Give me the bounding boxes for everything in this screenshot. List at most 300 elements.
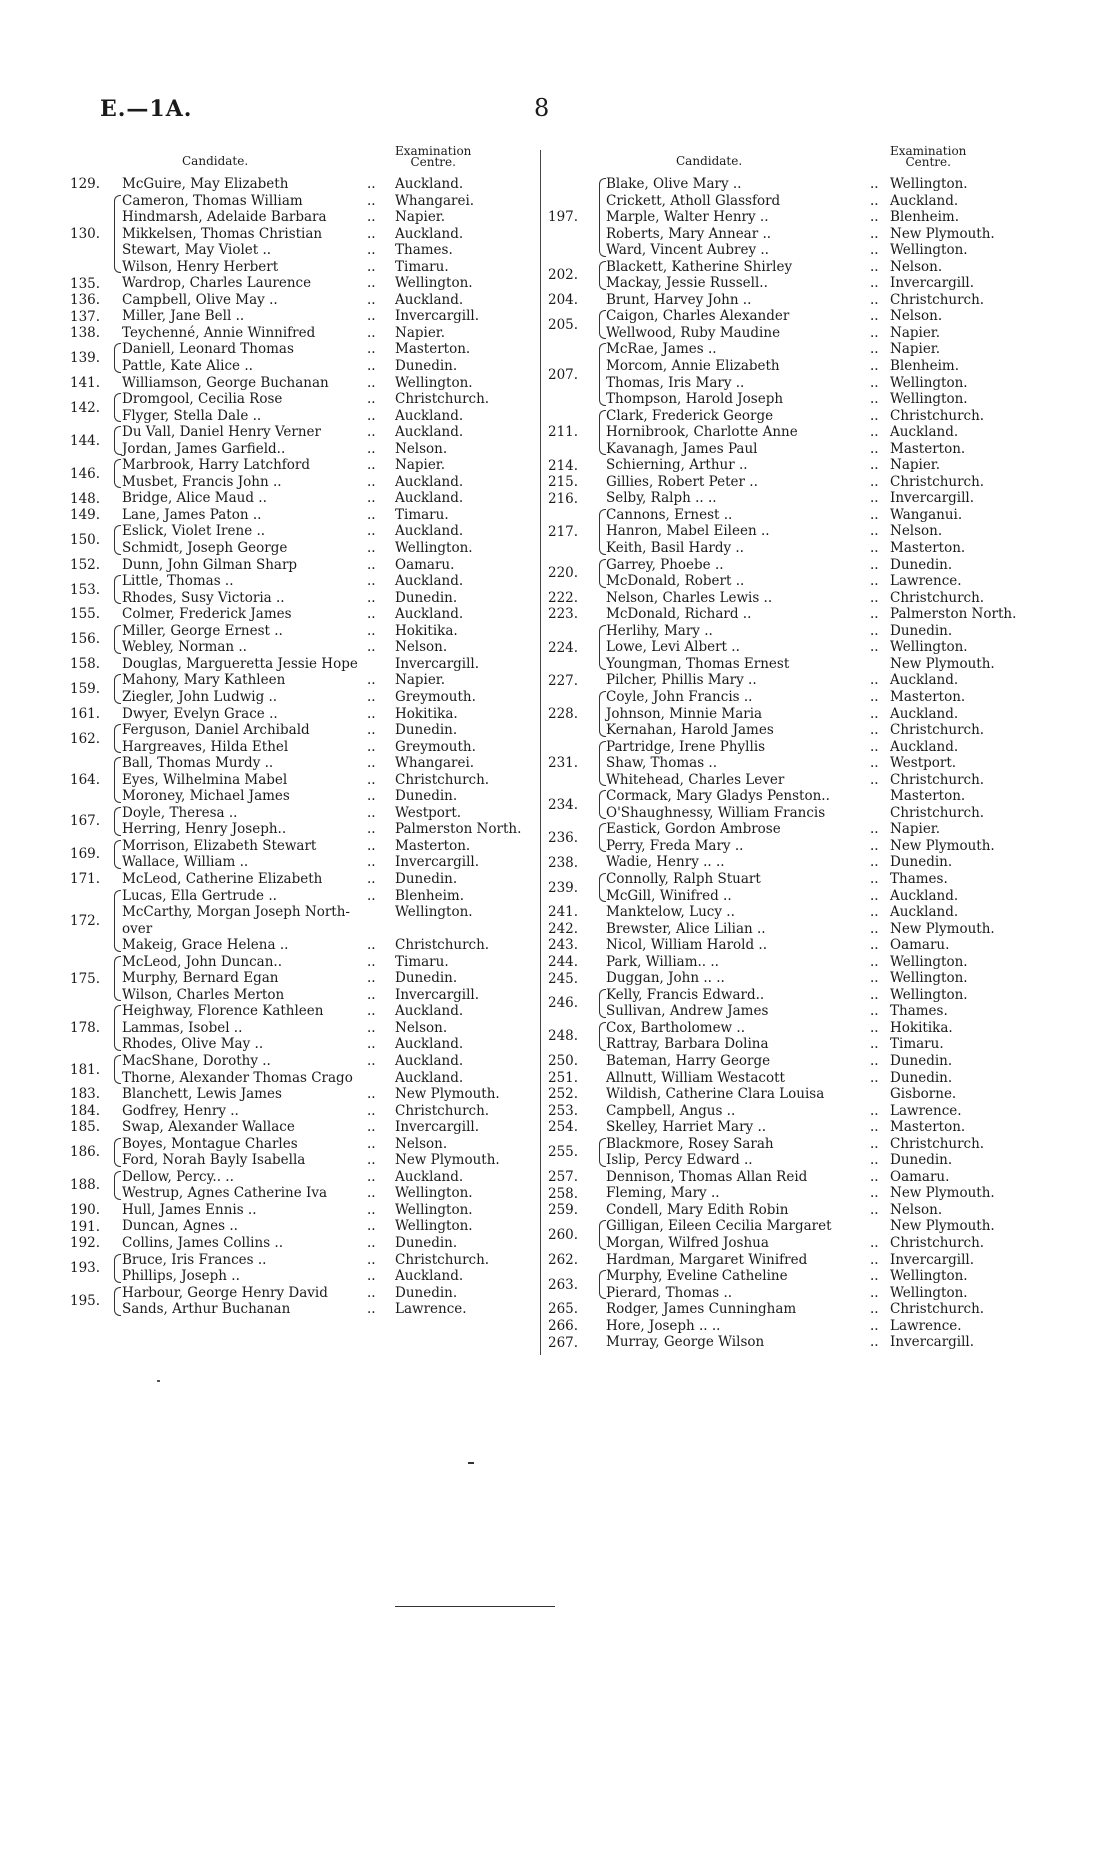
candidate-row [70, 639, 510, 656]
candidate-name: Campbell, Olive May .. [122, 291, 278, 308]
leader-dots: .. [870, 1135, 879, 1152]
examination-centre: Christchurch. [890, 407, 985, 424]
candidate-row [70, 391, 510, 408]
candidate-group [548, 1119, 998, 1136]
candidate-number: 202. [548, 267, 579, 284]
candidate-name: Blanchett, Lewis James [122, 1086, 282, 1103]
leader-dots: .. [367, 771, 376, 788]
candidate-number: 216. [548, 490, 579, 507]
candidate-number: 148. [70, 490, 101, 507]
candidate-name: Brunt, Harvey John .. [606, 291, 752, 308]
candidate-name: Morgan, Wilfred Joshua [606, 1235, 769, 1251]
candidate-row [548, 805, 998, 822]
examination-centre: Lawrence. [890, 1102, 962, 1119]
candidate-name: McGill, Winifred .. [606, 887, 732, 904]
leader-dots: .. [367, 556, 376, 573]
candidate-name: Colmer, Frederick James [122, 606, 292, 623]
candidate-number: 245. [548, 970, 579, 987]
examination-centre: Christchurch. [395, 771, 490, 788]
examination-centre: Auckland. [890, 738, 959, 755]
examination-centre: Blenheim. [395, 887, 465, 904]
candidate-row [548, 739, 998, 756]
candidate-number: 192. [70, 1235, 101, 1252]
candidate-name: Little, Thomas .. [122, 573, 234, 590]
candidate-number: 205. [548, 316, 579, 333]
examination-centre: Dunedin. [890, 622, 953, 639]
candidate-row [70, 921, 510, 938]
candidate-row [70, 937, 510, 954]
candidate-group [548, 474, 998, 491]
examination-centre: Auckland. [395, 1036, 464, 1053]
candidate-group [70, 573, 510, 606]
leader-dots: .. [870, 854, 879, 871]
candidate-group [70, 1086, 510, 1103]
leader-dots: .. [367, 1102, 376, 1119]
candidate-name: Boyes, Montague Charles [122, 1135, 298, 1152]
candidate-row [70, 259, 510, 276]
leader-dots: .. [367, 837, 376, 854]
examination-centre: Christchurch. [890, 291, 985, 308]
candidate-number: 207. [548, 366, 579, 383]
candidate-name: Murray, George Wilson [606, 1334, 765, 1351]
candidate-name: Crickett, Atholl Glassford [606, 192, 781, 209]
leader-dots: .. [367, 506, 376, 523]
page-number: 8 [534, 94, 550, 122]
candidate-name: Pattle, Kate Alice .. [122, 358, 253, 375]
candidate-row [70, 821, 522, 838]
candidate-number: 195. [70, 1293, 101, 1310]
leader-dots: .. [870, 1185, 879, 1202]
leader-dots: .. [870, 920, 879, 937]
leader-dots: .. [367, 1268, 376, 1285]
candidate-number: 253. [548, 1102, 579, 1119]
candidate-name: Kavanagh, James Paul [606, 440, 758, 457]
candidate-number: 214. [548, 457, 579, 474]
candidate-number: 130. [70, 225, 101, 242]
leader-dots: .. [870, 688, 879, 705]
candidate-name: Coyle, John Francis .. [606, 688, 753, 705]
candidate-row [548, 391, 998, 408]
examination-centre: Christchurch. [890, 722, 985, 739]
candidate-number: 248. [548, 1028, 579, 1045]
examination-centre: Dunedin. [890, 854, 953, 871]
candidate-row [70, 358, 510, 375]
candidate-name: Harbour, George Henry David [122, 1284, 328, 1301]
examination-centre: Lawrence. [890, 1317, 962, 1334]
examination-centre: Masterton. [890, 1119, 966, 1136]
examination-centre: Wellington. [395, 374, 473, 391]
candidate-name: Douglas, Margueretta Jessie Hope [122, 655, 358, 672]
candidate-group [70, 1119, 510, 1136]
leader-dots: .. [367, 1218, 376, 1235]
examination-centre: Invercargill. [890, 490, 975, 507]
candidate-name: Roberts, Mary Annear .. [606, 225, 772, 242]
examination-centre: Wellington. [890, 1268, 968, 1285]
examination-centre: Timaru. [395, 953, 449, 970]
candidate-name: Williamson, George Buchanan [122, 374, 329, 391]
candidate-heading: Candidate. [676, 154, 743, 168]
candidate-row [548, 507, 998, 524]
leader-dots: .. [367, 341, 376, 358]
candidate-number: 193. [70, 1260, 101, 1277]
candidate-row [548, 1218, 998, 1235]
candidate-group [548, 821, 998, 854]
candidate-number: 227. [548, 672, 579, 689]
examination-centre: Christchurch. [395, 1251, 490, 1268]
examination-centre: Invercargill. [395, 854, 480, 871]
candidate-number: 186. [70, 1144, 101, 1161]
candidate-number: 254. [548, 1119, 579, 1136]
candidate-name: Mackay, Jessie Russell.. [606, 275, 768, 292]
right-column [548, 140, 1017, 1351]
candidate-row [70, 1252, 510, 1269]
examination-centre: Nelson. [890, 1201, 943, 1218]
examination-centre: Greymouth. [395, 688, 476, 705]
examination-centre: Wellington. [890, 986, 968, 1003]
examination-centre: Timaru. [890, 1036, 944, 1053]
examination-centre: Masterton. [395, 837, 471, 854]
leader-dots: .. [870, 358, 879, 375]
candidate-row [548, 292, 998, 309]
candidate-name: McCarthy, Morgan Joseph North- [122, 904, 350, 921]
examination-centre: Oamaru. [890, 1168, 950, 1185]
leader-dots: .. [367, 1251, 376, 1268]
candidate-group [70, 1003, 510, 1053]
candidate-row [548, 226, 998, 243]
examination-centre: Auckland. [890, 887, 959, 904]
candidate-group [70, 838, 510, 871]
candidate-group [548, 259, 998, 292]
candidate-row [70, 193, 510, 210]
candidate-row [70, 325, 510, 342]
leader-dots: .. [367, 705, 376, 722]
examination-centre: Westport. [890, 755, 957, 772]
candidate-name: Schierning, Arthur .. [606, 457, 748, 474]
candidate-name: Sullivan, Andrew James [606, 1003, 769, 1020]
leader-dots: .. [367, 1168, 376, 1185]
candidate-name: Garrey, Phoebe .. [606, 556, 724, 573]
candidate-row [70, 1185, 510, 1202]
candidate-group [548, 854, 998, 871]
candidate-name: Phillips, Joseph .. [122, 1268, 240, 1285]
leader-dots: .. [870, 490, 879, 507]
examination-centre: Auckland. [395, 573, 464, 590]
candidate-number: 190. [70, 1202, 101, 1219]
leader-dots: .. [367, 1152, 376, 1169]
leader-dots: .. [367, 622, 376, 639]
leader-dots: .. [870, 887, 879, 904]
candidate-group [70, 523, 510, 556]
candidate-name: McDonald, Robert .. [606, 573, 745, 590]
examination-centre: Christchurch. [395, 391, 490, 408]
candidate-row [548, 193, 998, 210]
candidate-number: 156. [70, 631, 101, 648]
examination-centre: New Plymouth. [395, 1152, 500, 1169]
candidate-group [548, 1103, 998, 1120]
candidate-number: 250. [548, 1053, 579, 1070]
leader-dots: .. [367, 176, 376, 192]
examination-centre: Masterton. [395, 341, 471, 358]
candidate-name: Miller, George Ernest .. [122, 622, 283, 639]
candidate-row [548, 573, 998, 590]
candidate-name: Dunn, John Gilman Sharp [122, 556, 298, 573]
candidate-group [548, 507, 998, 557]
candidate-group [70, 1285, 510, 1318]
candidate-group [548, 788, 998, 821]
candidate-row [70, 1003, 510, 1020]
candidate-number: 159. [70, 680, 101, 697]
candidate-name: Perry, Freda Mary .. [606, 837, 744, 854]
candidate-name: Mahony, Mary Kathleen [122, 672, 286, 689]
end-rule-line [395, 1606, 555, 1607]
candidate-row [70, 888, 510, 905]
leader-dots: .. [367, 523, 376, 540]
candidate-name: Nelson, Charles Lewis .. [606, 589, 773, 606]
examination-centre: Nelson. [890, 308, 943, 325]
candidate-name: Keith, Basil Hardy .. [606, 540, 744, 557]
candidate-row [548, 457, 998, 474]
examination-centre: Whangarei. [395, 192, 475, 209]
candidate-row [548, 888, 998, 905]
candidate-number: 231. [548, 755, 579, 772]
leader-dots: .. [367, 391, 376, 408]
candidate-name: Wellwood, Ruby Maudine [606, 324, 781, 341]
examination-centre: Blenheim. [890, 358, 960, 375]
candidate-group [548, 457, 998, 474]
examination-centre: Palmerston North. [890, 606, 1017, 623]
candidate-name: Cox, Bartholomew .. [606, 1019, 745, 1036]
short-dash-mark [468, 1462, 474, 1464]
candidate-number: 139. [70, 350, 101, 367]
candidate-name: Caigon, Charles Alexander [606, 308, 790, 325]
candidate-row [548, 1235, 998, 1252]
candidate-name: Dennison, Thomas Allan Reid [606, 1168, 808, 1185]
candidate-group [548, 871, 998, 904]
candidate-group [548, 970, 998, 987]
candidate-group [548, 623, 998, 673]
leader-dots: .. [870, 953, 879, 970]
candidate-name: Moroney, Michael James [122, 788, 290, 805]
candidate-name: Eastick, Gordon Ambrose [606, 821, 781, 838]
leader-dots: .. [870, 391, 879, 408]
candidate-row [70, 772, 510, 789]
examination-centre: Napier. [395, 672, 446, 689]
examination-centre: Nelson. [890, 258, 943, 275]
candidate-group [548, 1070, 998, 1087]
leader-dots: .. [870, 1235, 879, 1251]
candidate-name: Cameron, Thomas William [122, 192, 303, 209]
candidate-group [70, 1218, 510, 1235]
candidate-name: Rodger, James Cunningham [606, 1301, 797, 1318]
candidate-row [548, 557, 998, 574]
leader-dots: .. [870, 540, 879, 557]
candidate-row [548, 590, 998, 607]
candidate-row [70, 788, 510, 805]
candidate-row [70, 954, 510, 971]
candidate-row [548, 788, 998, 805]
examination-centre: Masterton. [890, 688, 966, 705]
candidate-row [70, 308, 510, 325]
candidate-name: Ball, Thomas Murdy .. [122, 755, 274, 772]
leader-dots: .. [870, 473, 879, 490]
examination-centre: Whangarei. [395, 755, 475, 772]
candidate-row [548, 755, 998, 772]
candidate-row [70, 1020, 510, 1037]
candidate-name: Park, William.. .. [606, 953, 719, 970]
candidate-row [548, 623, 998, 640]
candidate-group [70, 1252, 510, 1285]
leader-dots: .. [367, 1086, 376, 1103]
candidate-row [70, 540, 510, 557]
candidate-row [548, 424, 998, 441]
examination-centre: Masterton. [890, 440, 966, 457]
candidate-row [548, 954, 998, 971]
candidate-row [70, 590, 510, 607]
leader-dots: .. [367, 291, 376, 308]
candidate-number: 222. [548, 589, 579, 606]
candidate-row [548, 375, 998, 392]
candidate-name: Makeig, Grace Helena .. [122, 937, 289, 954]
candidate-row [548, 490, 998, 507]
examination-centre: New Plymouth. [890, 225, 995, 242]
leader-dots: .. [367, 804, 376, 821]
candidate-name: Selby, Ralph .. .. [606, 490, 717, 507]
candidate-name: Kernahan, Harold James [606, 722, 774, 739]
candidate-row [548, 672, 998, 689]
candidate-name: Miller, Jane Bell .. [122, 308, 245, 325]
leader-dots: .. [367, 738, 376, 755]
leader-dots: .. [870, 904, 879, 921]
examination-centre: Blenheim. [890, 209, 960, 226]
candidate-row [548, 1202, 998, 1219]
candidate-number: 265. [548, 1301, 579, 1318]
candidate-name: Hindmarsh, Adelaide Barbara [122, 209, 327, 226]
candidate-row [548, 921, 998, 938]
candidate-number: 238. [548, 854, 579, 871]
candidate-row [548, 689, 998, 706]
examination-centre: Dunedin. [395, 1235, 458, 1251]
leader-dots: .. [367, 953, 376, 970]
candidate-name: Cannons, Ernest .. [606, 506, 733, 523]
candidate-number: 171. [70, 871, 101, 888]
candidate-name: Lowe, Levi Albert .. [606, 639, 740, 656]
candidate-name: Collins, James Collins .. [122, 1235, 283, 1251]
leader-dots: .. [870, 523, 879, 540]
leader-dots: .. [367, 589, 376, 606]
candidate-row [548, 1169, 998, 1186]
leader-dots: .. [870, 705, 879, 722]
leader-dots: .. [367, 358, 376, 375]
candidate-number: 135. [70, 275, 101, 292]
candidate-number: 149. [70, 507, 101, 524]
candidate-number: 142. [70, 399, 101, 416]
candidate-number: 267. [548, 1334, 579, 1351]
left-column-header [70, 140, 510, 176]
candidate-name: Hornibrook, Charlotte Anne [606, 424, 798, 441]
candidate-name: Daniell, Leonard Thomas [122, 341, 294, 358]
leader-dots: .. [367, 887, 376, 904]
candidate-number: 162. [70, 730, 101, 747]
candidate-row [70, 838, 510, 855]
leader-dots: .. [870, 506, 879, 523]
candidate-number: 223. [548, 606, 579, 623]
candidate-group [548, 308, 998, 341]
candidate-group [70, 176, 510, 193]
candidate-name: Morcom, Annie Elizabeth [606, 358, 780, 375]
candidate-row [70, 854, 510, 871]
candidate-row [70, 1285, 510, 1302]
document-section-code: E.—1A. [100, 96, 193, 122]
candidate-group [70, 292, 510, 309]
leader-dots: .. [870, 1003, 879, 1020]
candidate-group [548, 1053, 998, 1070]
examination-centre: Oamaru. [395, 556, 455, 573]
leader-dots: .. [367, 1185, 376, 1202]
examination-centre: Auckland. [395, 1003, 464, 1020]
candidate-group [70, 424, 510, 457]
examination-centre: New Plymouth. [890, 920, 995, 937]
candidate-name: Connolly, Ralph Stuart [606, 870, 761, 887]
candidate-group [548, 1202, 998, 1219]
candidate-number: 152. [70, 556, 101, 573]
candidate-name: McLeod, Catherine Elizabeth [122, 870, 323, 887]
candidate-name: McDonald, Richard .. [606, 606, 752, 623]
exam-centre-heading [890, 146, 966, 168]
leader-dots: .. [870, 573, 879, 590]
candidate-name: Condell, Mary Edith Robin [606, 1201, 789, 1218]
candidate-row [70, 424, 510, 441]
candidate-row [548, 1119, 998, 1136]
candidate-number: 241. [548, 904, 579, 921]
candidate-name: Manktelow, Lucy .. [606, 904, 735, 921]
examination-centre: Christchurch. [890, 771, 985, 788]
examination-centre: Napier. [890, 324, 941, 341]
leader-dots: .. [367, 722, 376, 739]
candidate-group [548, 1136, 998, 1169]
candidate-row [548, 1334, 998, 1351]
candidate-name: Du Vall, Daniel Henry Verner [122, 424, 321, 441]
candidate-number: 234. [548, 796, 579, 813]
leader-dots: .. [367, 1036, 376, 1053]
examination-centre: Auckland. [395, 1069, 464, 1086]
leader-dots: .. [367, 788, 376, 805]
candidate-name: Webley, Norman .. [122, 639, 247, 656]
examination-centre: Dunedin. [890, 1152, 953, 1169]
candidate-name: Fleming, Mary .. [606, 1185, 720, 1202]
candidate-name: Morrison, Elizabeth Stewart [122, 837, 317, 854]
examination-centre: Hokitika. [395, 705, 458, 722]
candidate-row [70, 341, 510, 358]
candidate-name: Dromgool, Cecilia Rose [122, 391, 283, 408]
candidate-name: Rhodes, Susy Victoria .. [122, 589, 285, 606]
leader-dots: .. [367, 1003, 376, 1020]
candidate-group [548, 1268, 998, 1301]
candidate-number: 167. [70, 813, 101, 830]
candidate-name: Campbell, Angus .. [606, 1102, 736, 1119]
examination-centre: Wellington. [395, 1201, 473, 1218]
candidate-number: 191. [70, 1218, 101, 1235]
leader-dots: .. [870, 589, 879, 606]
candidate-row [548, 1070, 998, 1087]
examination-centre: Auckland. [890, 192, 959, 209]
candidate-row [548, 904, 998, 921]
candidate-number: 146. [70, 465, 101, 482]
candidate-name: Islip, Percy Edward .. [606, 1152, 753, 1169]
candidate-heading: Candidate. [182, 154, 249, 168]
leader-dots: .. [367, 672, 376, 689]
examination-centre: Wellington. [890, 374, 968, 391]
candidate-row [548, 441, 998, 458]
